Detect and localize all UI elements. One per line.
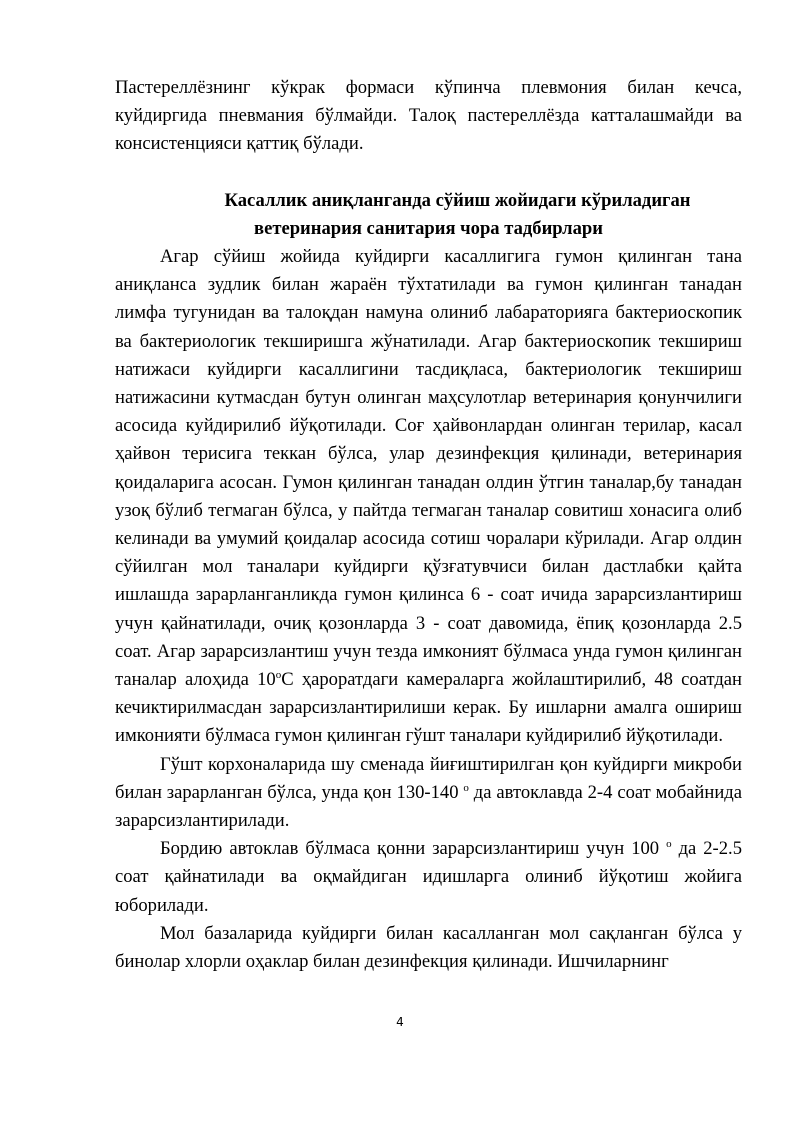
paragraph-1-text: Пастереллёзнинг кўкрак формаси кўпинча плевмония билан кечса, куйдиргида пневмания бўлмайди. Талоқ пастереллёзда катталашмайди ва консистенцияси қаттиқ бўлади. [115, 77, 742, 155]
section-heading-line-1: Касаллик аниқланганда сўйиш жойидаги кўриладиган [224, 189, 691, 211]
paragraph-3-text-b: да автоклавда 2-4 соат мобайнида зарарсизлантирилади. [115, 781, 742, 832]
section-heading [115, 187, 742, 243]
paragraph-boiling-blood [115, 835, 742, 920]
paragraph-slaughter-measures [115, 243, 742, 751]
paragraph-2-text-b: С ҳароратдаги камераларга жойлаштирилиб, 48 соатдан кечиктирилмасдан зарарсизлантирилиши керак. Бу ишларни амалга ошириш имконияти бўлмаса гумон қилинган гўшт таналари куйдирилиб йўқотилади. [115, 669, 742, 747]
paragraph-4-text-b: да 2-2.5 соат қайнатилади ва оқмайдиган идишларга олиниб йўқотиш жойига юборилади. [115, 838, 742, 916]
degree-sign: о [666, 838, 672, 851]
paragraph-base-disinfection [115, 920, 742, 976]
degree-sign: о [275, 668, 282, 681]
document-page [115, 74, 742, 976]
paragraph-2-text-a: Агар сўйиш жойида куйдирги касаллигига гумон қилинган тана аниқланса зудлик билан жараён тўхтатилади ва гумон қилинган танадан лимфа тугунидан ва талоқдан намуна олиниб лабараторияга бактериоскопик ва бактериологик текширишга жўнатилади. Агар бактериоскопик текшириш натижаси куйдирги касаллигини тасдиқласа, бактериологик текшириш натижасини кутмасдан бутун олинган маҳсулотлар ветеринария қонунчилиги асосида куйдирилиб йўқотилади. Соғ ҳайвонлардан олинган терилар, касал ҳайвон терисига теккан бўлса, улар дезинфекция қилинади, ветеринария қоидаларига асосан. Гумон қилинган танадан олдин ўтгин таналар,бу танадан узоқ бўлиб тегмаган бўлса, у пайтда тегмаган таналар совитиш хонасига олиб келинади ва умумий қоидалар асосида сотиш чоралари кўрилади. Агар олдин сўйилган мол таналари куйдирги қўзғатувчиси билан дастлабки қайта ишлашда зарарланганликда гумон қилинса 6 - соат ичида зарарсизлантириш учун қайнатилади, очиқ қозонларда 3 - соат давомида, ёпиқ қозонларда 2.5 соат. Агар зарарсизлантиш учун тезда имконият бўлмаса унда гумон қилинган таналар алоҳида 10 [115, 246, 742, 691]
degree-sign: о [463, 781, 469, 794]
paragraph-4-text-a: Бордию автоклав бўлмаса қонни зарарсизлантириш учун 100 [160, 838, 667, 860]
paragraph-blood-disinfection [115, 751, 742, 836]
paragraph-3-text-a: Гўшт корхоналарида шу сменада йиғиштирилган қон куйдирги микроби билан зарарланган бўлса, унда қон 130-140 [115, 753, 742, 803]
paragraph-5-text: Мол базаларида куйдирги билан касалланган мол сақланган бўлса у бинолар хлорли оҳаклар билан дезинфекция қилинади. Ишчиларнинг [115, 922, 742, 973]
page-number: 4 [396, 1015, 404, 1029]
section-heading-line-2: ветеринария санитария чора тадбирлари [254, 217, 603, 239]
paragraph-pasteurellosis [115, 74, 742, 159]
